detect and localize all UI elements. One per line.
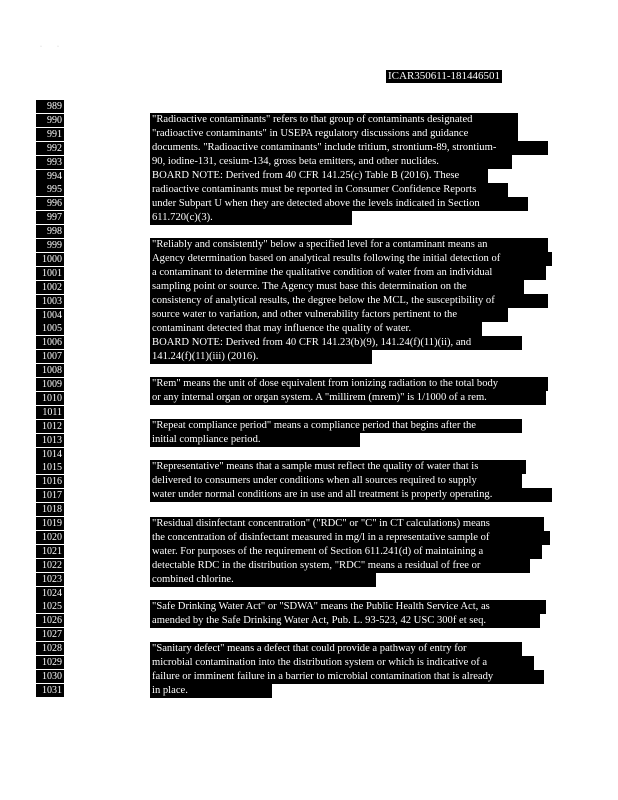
paragraph-safe-drinking-water-act (150, 600, 546, 628)
text-line: "radioactive contaminants" in USEPA regulatory discussions and guidance (150, 127, 518, 141)
line-number: 992 (36, 142, 64, 155)
text-line: contaminant detected that may influence the quality of water. (150, 322, 482, 336)
paragraph-radioactive-contaminants (150, 113, 548, 225)
line-number: 994 (36, 170, 64, 183)
line-number: 1026 (36, 614, 64, 627)
text-line: BOARD NOTE: Derived from 40 CFR 141.23(b)(9), 141.24(f)(11)(ii), and (150, 336, 522, 350)
line-number: 1000 (36, 253, 64, 266)
line-number: 1022 (36, 559, 64, 572)
text-line: initial compliance period. (150, 433, 360, 447)
line-number: 1006 (36, 336, 64, 349)
scan-specks: · · (40, 44, 59, 50)
text-line: consistency of analytical results, the degree below the MCL, the susceptibility of (150, 294, 548, 308)
text-line: radioactive contaminants must be reported in Consumer Confidence Reports (150, 183, 508, 197)
line-number: 1021 (36, 545, 64, 558)
line-number: 1003 (36, 295, 64, 308)
line-number: 1030 (36, 670, 64, 683)
line-number: 1011 (36, 406, 64, 419)
text-line: a contaminant to determine the qualitative condition of water from an individual (150, 266, 546, 280)
text-line: or any internal organ or organ system. A "millirem (mrem)" is 1/1000 of a rem. (150, 391, 546, 405)
line-number: 999 (36, 239, 64, 252)
text-line: microbial contamination into the distribution system or which is indicative of a (150, 656, 534, 670)
paragraph-rem (150, 377, 548, 405)
line-number: 1004 (36, 309, 64, 322)
line-number: 1010 (36, 392, 64, 405)
paragraph-residual-disinfectant-concentration (150, 517, 550, 587)
line-number: 997 (36, 211, 64, 224)
line-number: 1017 (36, 489, 64, 502)
line-number: 989 (36, 100, 64, 113)
line-number: 1029 (36, 656, 64, 669)
document-id: ICAR350611-181446501 (388, 70, 501, 82)
text-line: "Radioactive contaminants" refers to that group of contaminants designated (150, 113, 518, 127)
line-number: 1023 (36, 573, 64, 586)
text-line: 141.24(f)(11)(iii) (2016). (150, 350, 372, 364)
text-line: source water to variation, and other vulnerability factors pertinent to the (150, 308, 508, 322)
line-number: 1019 (36, 517, 64, 530)
text-line: water. For purposes of the requirement of Section 611.241(d) of maintaining a (150, 545, 542, 559)
paragraph-repeat-compliance-period (150, 419, 522, 447)
text-line: delivered to consumers under conditions when all sources required to supply (150, 474, 522, 488)
line-number: 991 (36, 128, 64, 141)
line-number: 1013 (36, 434, 64, 447)
line-number: 1002 (36, 281, 64, 294)
paragraph-sanitary-defect (150, 642, 544, 698)
text-line: under Subpart U when they are detected above the levels indicated in Section (150, 197, 528, 211)
text-line: failure or imminent failure in a barrier to microbial contamination that is already (150, 670, 544, 684)
text-line: "Representative" means that a sample must reflect the quality of water that is (150, 460, 526, 474)
text-line: combined chlorine. (150, 573, 376, 587)
paragraph-reliably-and-consistently (150, 238, 552, 364)
text-line: documents. "Radioactive contaminants" include tritium, strontium-89, strontium- (150, 141, 548, 155)
text-line: the concentration of disinfectant measured in mg/l in a representative sample of (150, 531, 550, 545)
line-number: 1009 (36, 378, 64, 391)
line-number: 1001 (36, 267, 64, 280)
line-number: 1008 (36, 364, 64, 377)
line-number: 1016 (36, 475, 64, 488)
line-number: 1024 (36, 587, 64, 600)
text-line: "Reliably and consistently" below a specified level for a contaminant means an (150, 238, 548, 252)
line-number: 1020 (36, 531, 64, 544)
line-number: 1028 (36, 642, 64, 655)
text-line: Agency determination based on analytical results following the initial detection of (150, 252, 552, 266)
text-line: "Rem" means the unit of dose equivalent from ionizing radiation to the total body (150, 377, 548, 391)
text-line: 611.720(c)(3). (150, 211, 352, 225)
line-number: 1031 (36, 684, 64, 697)
text-line: BOARD NOTE: Derived from 40 CFR 141.25(c) Table B (2016). These (150, 169, 488, 183)
text-line: "Safe Drinking Water Act" or "SDWA" means the Public Health Service Act, as (150, 600, 546, 614)
line-number: 1027 (36, 628, 64, 641)
line-number: 995 (36, 183, 64, 196)
text-line: amended by the Safe Drinking Water Act, Pub. L. 93-523, 42 USC 300f et seq. (150, 614, 540, 628)
line-number: 993 (36, 156, 64, 169)
text-line: 90, iodine-131, cesium-134, gross beta emitters, and other nuclides. (150, 155, 512, 169)
text-line: detectable RDC in the distribution system, "RDC" means a residual of free or (150, 559, 530, 573)
line-number: 990 (36, 114, 64, 127)
line-number: 1012 (36, 420, 64, 433)
line-number: 996 (36, 197, 64, 210)
line-number: 1005 (36, 322, 64, 335)
text-line: "Residual disinfectant concentration" ("RDC" or "C" in CT calculations) means (150, 517, 544, 531)
line-number: 998 (36, 225, 64, 238)
line-number: 1025 (36, 600, 64, 613)
text-line: sampling point or source. The Agency must base this determination on the (150, 280, 524, 294)
text-line: water under normal conditions are in use and all treatment is properly operating. (150, 488, 552, 502)
line-number: 1007 (36, 350, 64, 363)
text-line: in place. (150, 684, 272, 698)
text-line: "Repeat compliance period" means a compliance period that begins after the (150, 419, 522, 433)
line-number: 1014 (36, 448, 64, 461)
line-number: 1015 (36, 461, 64, 474)
text-line: "Sanitary defect" means a defect that could provide a pathway of entry for (150, 642, 522, 656)
paragraph-representative (150, 460, 552, 502)
line-number: 1018 (36, 503, 64, 516)
